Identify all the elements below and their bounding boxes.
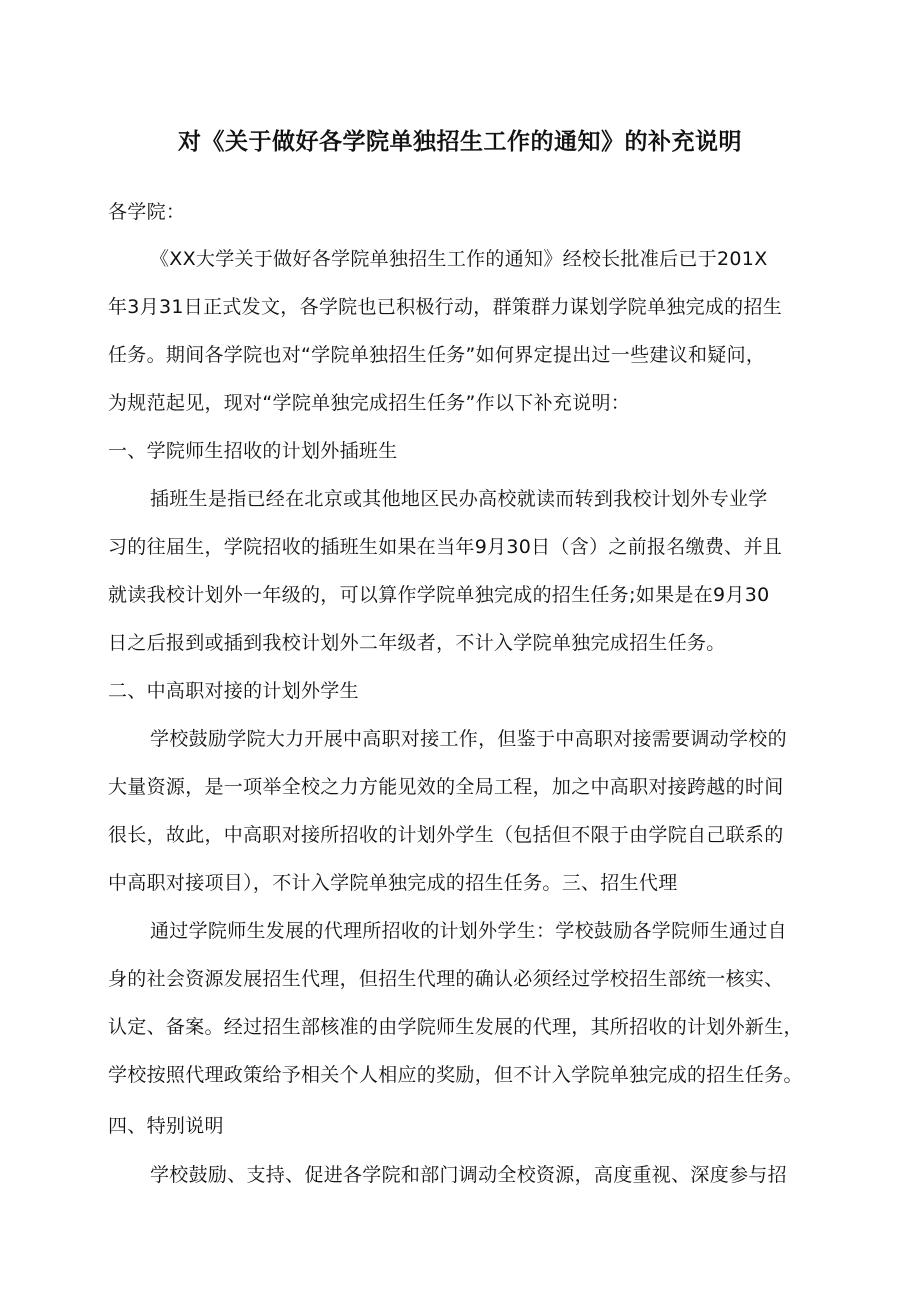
paragraph-line: 很长，故此，中高职对接所招收的计划外学生（包括但不限于由学院自己联系的: [108, 824, 784, 846]
paragraph-line: 学校按照代理政策给予相关个人相应的奖励，但不计入学院单独完成的招生任务。: [108, 1064, 803, 1086]
section-heading: 二、中高职对接的计划外学生: [108, 680, 359, 702]
paragraph-line: 大量资源，是一项举全校之力方能见效的全局工程，加之中高职对接跨越的时间: [108, 776, 784, 798]
paragraph-line: 日之后报到或插到我校计划外二年级者，不计入学院单独完成招生任务。: [108, 632, 726, 654]
paragraph-line: 年3月31日正式发文，各学院也已积极行动，群策群力谋划学院单独完成的招生: [108, 296, 783, 318]
paragraph-line: 身的社会资源发展招生代理，但招生代理的确认必须经过学校招生部统一核实、: [108, 968, 784, 990]
document-title: 对《关于做好各学院单独招生工作的通知》的补充说明: [178, 129, 742, 155]
section-heading: 一、学院师生招收的计划外插班生: [108, 440, 398, 462]
paragraph-line: 就读我校计划外一年级的，可以算作学院单独完成的招生任务;如果是在9月30: [108, 584, 770, 606]
paragraph-line: 学校鼓励、支持、促进各学院和部门调动全校资源，高度重视、深度参与招: [150, 1164, 787, 1186]
paragraph-line: 通过学院师生发展的代理所招收的计划外学生：学校鼓励各学院师生通过自: [150, 920, 787, 942]
section-heading: 四、特别说明: [108, 1115, 224, 1137]
salutation: 各学院：: [108, 201, 186, 223]
paragraph-line: 习的往届生，学院招收的插班生如果在当年9月30日（含）之前报名缴费、并且: [108, 536, 783, 558]
paragraph-line: 《XX大学关于做好各学院单独招生工作的通知》经校长批准后已于201X: [150, 248, 768, 270]
paragraph-line: 任务。期间各学院也对“学院单独招生任务”如何界定提出过一些建议和疑问，: [108, 344, 766, 366]
paragraph-line: 认定、备案。经过招生部核准的由学院师生发展的代理，其所招收的计划外新生，: [108, 1016, 803, 1038]
paragraph-line: 为规范起见，现对“学院单独完成招生任务”作以下补充说明：: [108, 392, 631, 414]
paragraph-line: 插班生是指已经在北京或其他地区民办高校就读而转到我校计划外专业学: [150, 488, 768, 510]
paragraph-line: 学校鼓励学院大力开展中高职对接工作，但鉴于中高职对接需要调动学校的: [150, 728, 787, 750]
paragraph-line: 中高职对接项目），不计入学院单独完成的招生任务。三、招生代理: [108, 872, 678, 894]
